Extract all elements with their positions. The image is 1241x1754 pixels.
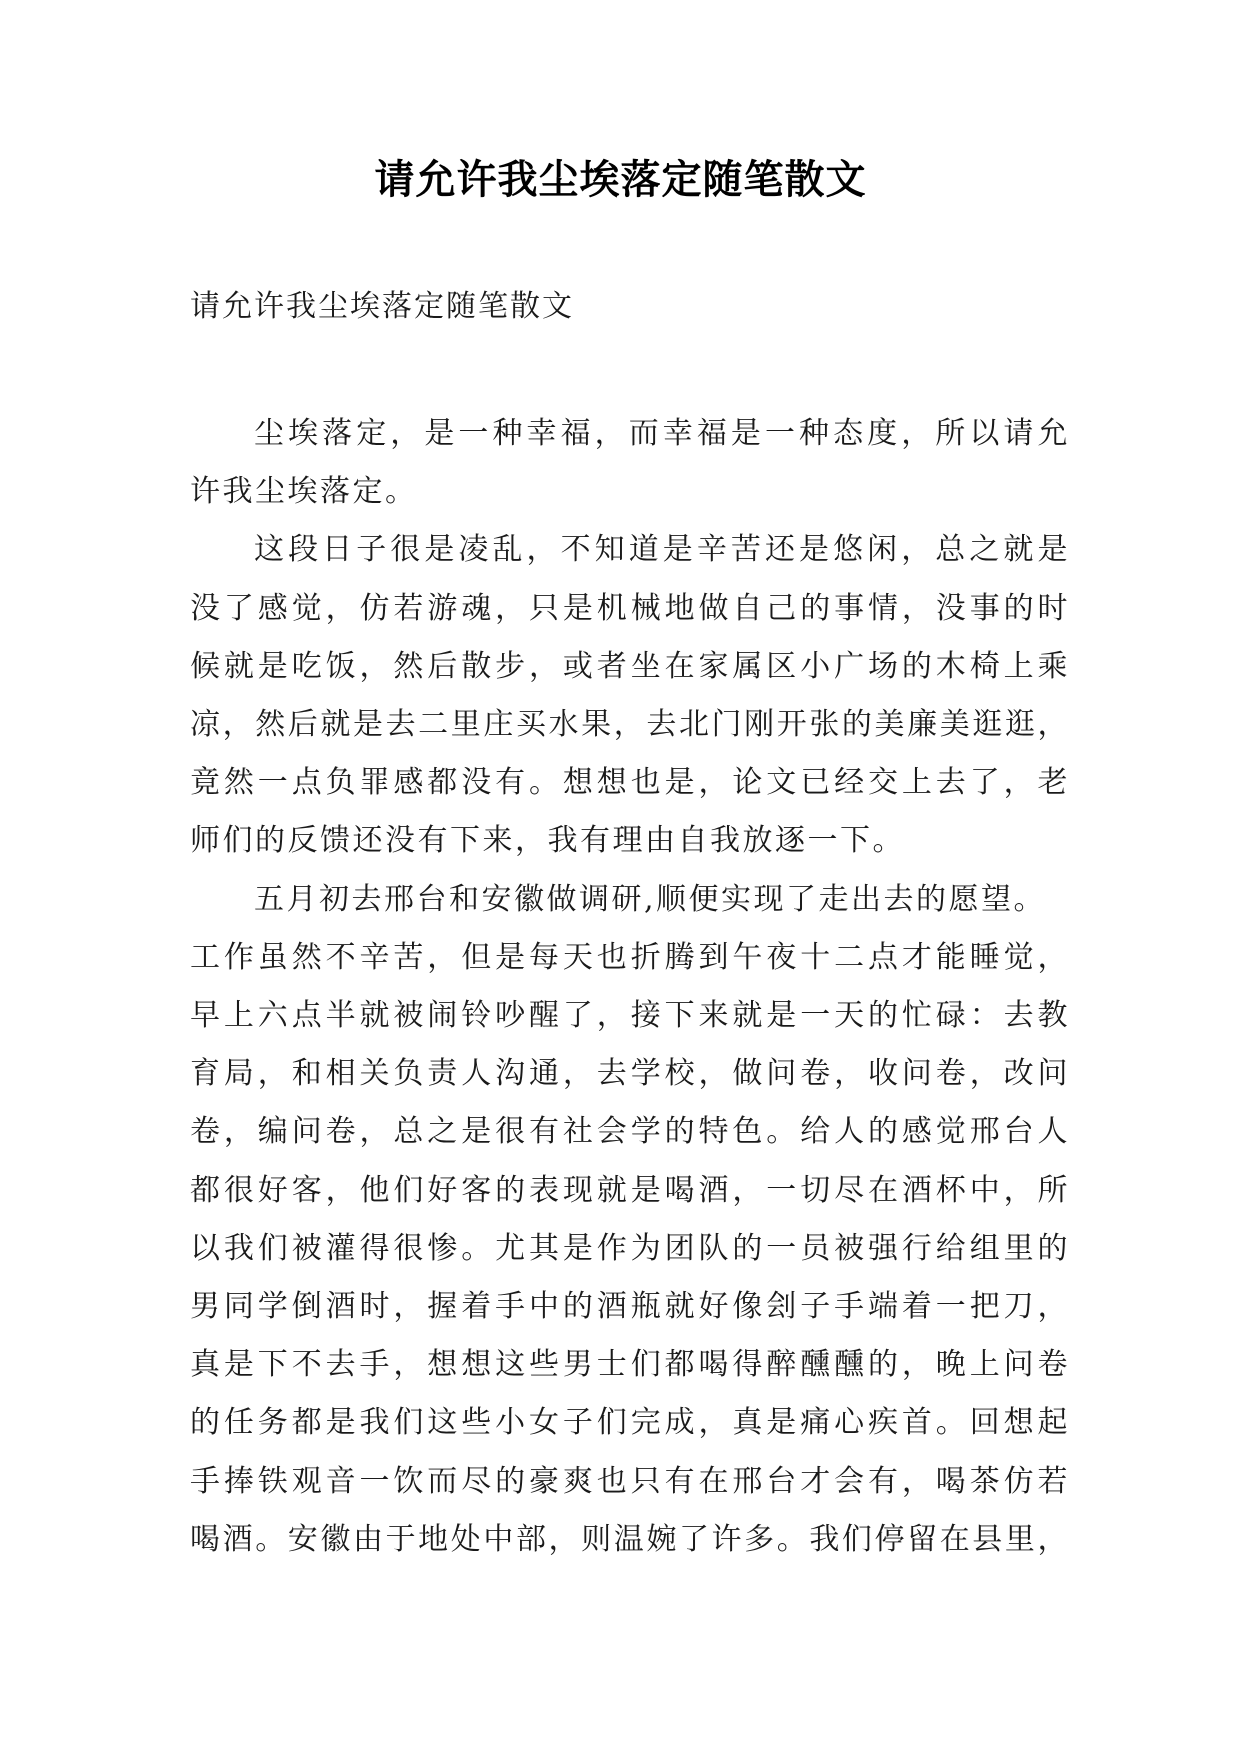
paragraph-1: [190, 405, 1070, 521]
paragraph-line: 喝酒。安徽由于地处中部，则温婉了许多。我们停留在县里，: [190, 1521, 1070, 1557]
paragraph-line: 竟然一点负罪感都没有。想想也是，论文已经交上去了，老: [190, 765, 1070, 801]
paragraph-line: 凉，然后就是去二里庄买水果，去北门刚开张的美廉美逛逛，: [190, 707, 1070, 743]
paragraph-line: 真是下不去手，想想这些男士们都喝得醉醺醺的，晚上问卷: [190, 1347, 1070, 1383]
paragraph-line: 以我们被灌得很惨。尤其是作为团队的一员被强行给组里的: [190, 1230, 1070, 1266]
paragraph-line: 都很好客，他们好客的表现就是喝酒，一切尽在酒杯中，所: [190, 1172, 1070, 1208]
paragraph-line: 五月初去邢台和安徽做调研,顺便实现了走出去的愿望。: [254, 881, 1047, 917]
paragraph-line: 这段日子很是凌乱，不知道是辛苦还是悠闲，总之就是: [254, 532, 1070, 568]
document-title: 请允许我尘埃落定随笔散文: [374, 156, 867, 203]
paragraph-line: 男同学倒酒时，握着手中的酒瓶就好像刽子手端着一把刀，: [190, 1289, 1070, 1325]
paragraph-line: 卷，编问卷，总之是很有社会学的特色。给人的感觉邢台人: [190, 1114, 1070, 1150]
document-subtitle: 请允许我尘埃落定随笔散文: [190, 289, 574, 324]
paragraph-3: [190, 871, 1070, 1569]
paragraph-line: 育局，和相关负责人沟通，去学校，做问卷，收问卷，改问: [190, 1056, 1070, 1092]
paragraph-line: 候就是吃饭，然后散步，或者坐在家属区小广场的木椅上乘: [190, 648, 1070, 684]
paragraph-line: 手捧铁观音一饮而尽的豪爽也只有在邢台才会有，喝茶仿若: [190, 1463, 1070, 1499]
paragraph-line: 尘埃落定，是一种幸福，而幸福是一种态度，所以请允: [254, 416, 1070, 451]
paragraph-line: 的任务都是我们这些小女子们完成，真是痛心疾首。回想起: [190, 1405, 1070, 1441]
paragraph-line: 许我尘埃落定。: [190, 474, 418, 510]
paragraph-line: 工作虽然不辛苦，但是每天也折腾到午夜十二点才能睡觉，: [190, 939, 1070, 975]
paragraph-2: [190, 521, 1070, 870]
paragraph-line: 师们的反馈还没有下来，我有理由自我放逐一下。: [190, 823, 905, 859]
paragraph-line: 没了感觉，仿若游魂，只是机械地做自己的事情，没事的时: [190, 590, 1070, 626]
document-body: [190, 405, 1070, 1569]
paragraph-line: 早上六点半就被闹铃吵醒了，接下来就是一天的忙碌：去教: [190, 998, 1070, 1034]
